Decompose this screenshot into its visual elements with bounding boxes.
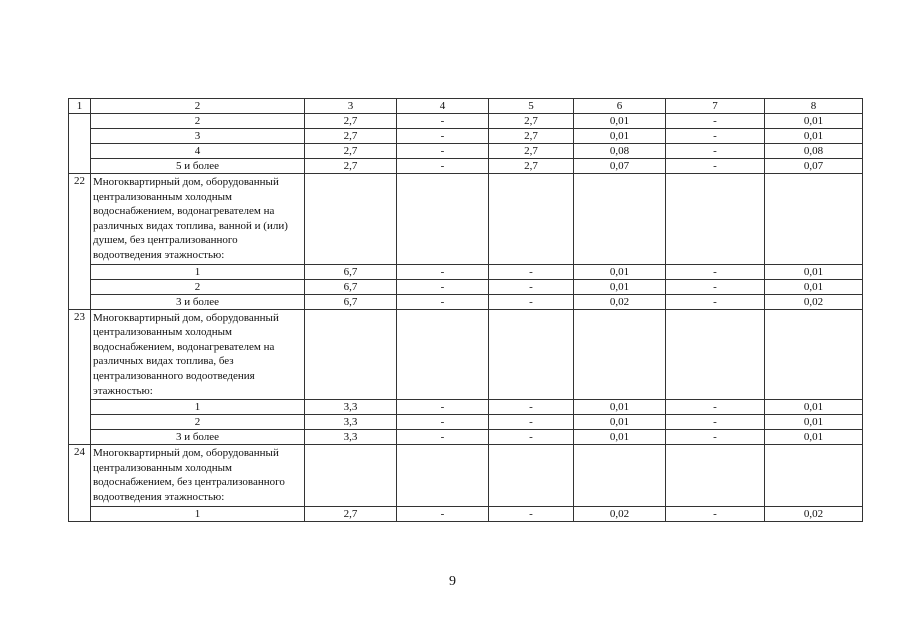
floor-cell: 2 [91, 415, 305, 430]
value-cell: - [666, 430, 765, 445]
floor-cell: 2 [91, 114, 305, 129]
floor-cell: 1 [91, 506, 305, 521]
group-row [69, 309, 863, 400]
empty-cell [666, 445, 765, 506]
group-row [69, 174, 863, 265]
value-cell: 0,02 [574, 294, 666, 309]
value-cell: 0,02 [765, 294, 863, 309]
value-cell: - [489, 430, 574, 445]
value-cell: 0,01 [574, 415, 666, 430]
floor-cell: 5 и более [91, 159, 305, 174]
value-cell: - [397, 129, 489, 144]
value-cell: - [397, 430, 489, 445]
value-cell: 0,01 [765, 415, 863, 430]
header-cell: 5 [489, 99, 574, 114]
value-cell: - [397, 415, 489, 430]
value-cell: 0,01 [765, 430, 863, 445]
table-row [69, 430, 863, 445]
value-cell: - [666, 400, 765, 415]
value-cell: - [666, 279, 765, 294]
empty-cell [574, 174, 666, 265]
empty-cell [305, 309, 397, 400]
empty-cell [765, 309, 863, 400]
value-cell: - [397, 279, 489, 294]
value-cell: 3,3 [305, 415, 397, 430]
group-row [69, 445, 863, 506]
value-cell: - [666, 159, 765, 174]
floor-cell: 4 [91, 144, 305, 159]
empty-cell [574, 309, 666, 400]
value-cell: 3,3 [305, 400, 397, 415]
description-cell: Многоквартирный дом, оборудованный централизованным холодным водоснабжением, водонагревателем на различных видах топлива, без централизованного водоотведения этажностью: [91, 309, 305, 400]
table-row [69, 114, 863, 129]
header-cell: 8 [765, 99, 863, 114]
value-cell: 2,7 [305, 159, 397, 174]
value-cell: - [666, 144, 765, 159]
empty-cell [397, 174, 489, 265]
header-cell: 7 [666, 99, 765, 114]
value-cell: 0,01 [765, 264, 863, 279]
empty-cell [397, 445, 489, 506]
empty-cell [765, 174, 863, 265]
value-cell: 2,7 [489, 129, 574, 144]
value-cell: - [666, 114, 765, 129]
header-cell: 6 [574, 99, 666, 114]
value-cell: 3,3 [305, 430, 397, 445]
value-cell: 0,01 [574, 264, 666, 279]
value-cell: - [397, 294, 489, 309]
value-cell: 6,7 [305, 279, 397, 294]
value-cell: - [397, 264, 489, 279]
header-cell: 4 [397, 99, 489, 114]
table-row [69, 415, 863, 430]
row-number-cell: 23 [69, 309, 91, 445]
value-cell: 2,7 [489, 114, 574, 129]
row-number-cell [69, 114, 91, 174]
value-cell: 0,01 [574, 400, 666, 415]
page-number: 9 [449, 574, 456, 589]
table-row [69, 144, 863, 159]
value-cell: 0,08 [765, 144, 863, 159]
empty-cell [489, 309, 574, 400]
value-cell: - [489, 415, 574, 430]
value-cell: 6,7 [305, 294, 397, 309]
table-body [69, 99, 863, 522]
value-cell: - [397, 114, 489, 129]
empty-cell [397, 309, 489, 400]
value-cell: - [397, 400, 489, 415]
value-cell: - [489, 264, 574, 279]
value-cell: 2,7 [305, 144, 397, 159]
value-cell: - [489, 506, 574, 521]
table-row [69, 294, 863, 309]
table-row [69, 159, 863, 174]
value-cell: 0,01 [765, 400, 863, 415]
floor-cell: 3 [91, 129, 305, 144]
description-cell: Многоквартирный дом, оборудованный централизованным холодным водоснабжением, без централизованного водоотведения этажностью: [91, 445, 305, 506]
floor-cell: 1 [91, 264, 305, 279]
value-cell: 2,7 [305, 129, 397, 144]
value-cell: - [489, 279, 574, 294]
value-cell: 0,01 [574, 114, 666, 129]
floor-cell: 1 [91, 400, 305, 415]
value-cell: - [666, 506, 765, 521]
row-number-cell: 22 [69, 174, 91, 310]
value-cell: 0,07 [574, 159, 666, 174]
table-row [69, 264, 863, 279]
value-cell: 0,02 [574, 506, 666, 521]
value-cell: 2,7 [305, 506, 397, 521]
empty-cell [666, 174, 765, 265]
value-cell: - [666, 264, 765, 279]
row-number-cell: 24 [69, 445, 91, 521]
empty-cell [305, 174, 397, 265]
table-row [69, 129, 863, 144]
value-cell: - [397, 159, 489, 174]
value-cell: - [397, 144, 489, 159]
norms-table [68, 98, 863, 522]
value-cell: 0,01 [765, 279, 863, 294]
floor-cell: 2 [91, 279, 305, 294]
floor-cell: 3 и более [91, 294, 305, 309]
header-cell: 1 [69, 99, 91, 114]
value-cell: - [666, 415, 765, 430]
value-cell: 0,08 [574, 144, 666, 159]
value-cell: 6,7 [305, 264, 397, 279]
value-cell: - [489, 400, 574, 415]
empty-cell [574, 445, 666, 506]
empty-cell [489, 445, 574, 506]
table-row [69, 506, 863, 521]
empty-cell [305, 445, 397, 506]
value-cell: - [489, 294, 574, 309]
header-cell: 2 [91, 99, 305, 114]
empty-cell [489, 174, 574, 265]
value-cell: 0,01 [574, 129, 666, 144]
value-cell: 0,01 [574, 279, 666, 294]
value-cell: 2,7 [489, 159, 574, 174]
description-cell: Многоквартирный дом, оборудованный централизованным холодным водоснабжением, водонагревателем на различных видах топлива, ванной и (или) душем, без централизованного водоотведения этажностью: [91, 174, 305, 265]
value-cell: 0,01 [765, 114, 863, 129]
value-cell: 0,02 [765, 506, 863, 521]
value-cell: 2,7 [489, 144, 574, 159]
value-cell: - [666, 294, 765, 309]
value-cell: 2,7 [305, 114, 397, 129]
value-cell: 0,01 [574, 430, 666, 445]
empty-cell [765, 445, 863, 506]
value-cell: - [666, 129, 765, 144]
table-row [69, 279, 863, 294]
floor-cell: 3 и более [91, 430, 305, 445]
value-cell: 0,07 [765, 159, 863, 174]
empty-cell [666, 309, 765, 400]
header-row [69, 99, 863, 114]
value-cell: 0,01 [765, 129, 863, 144]
value-cell: - [397, 506, 489, 521]
table-row [69, 400, 863, 415]
header-cell: 3 [305, 99, 397, 114]
